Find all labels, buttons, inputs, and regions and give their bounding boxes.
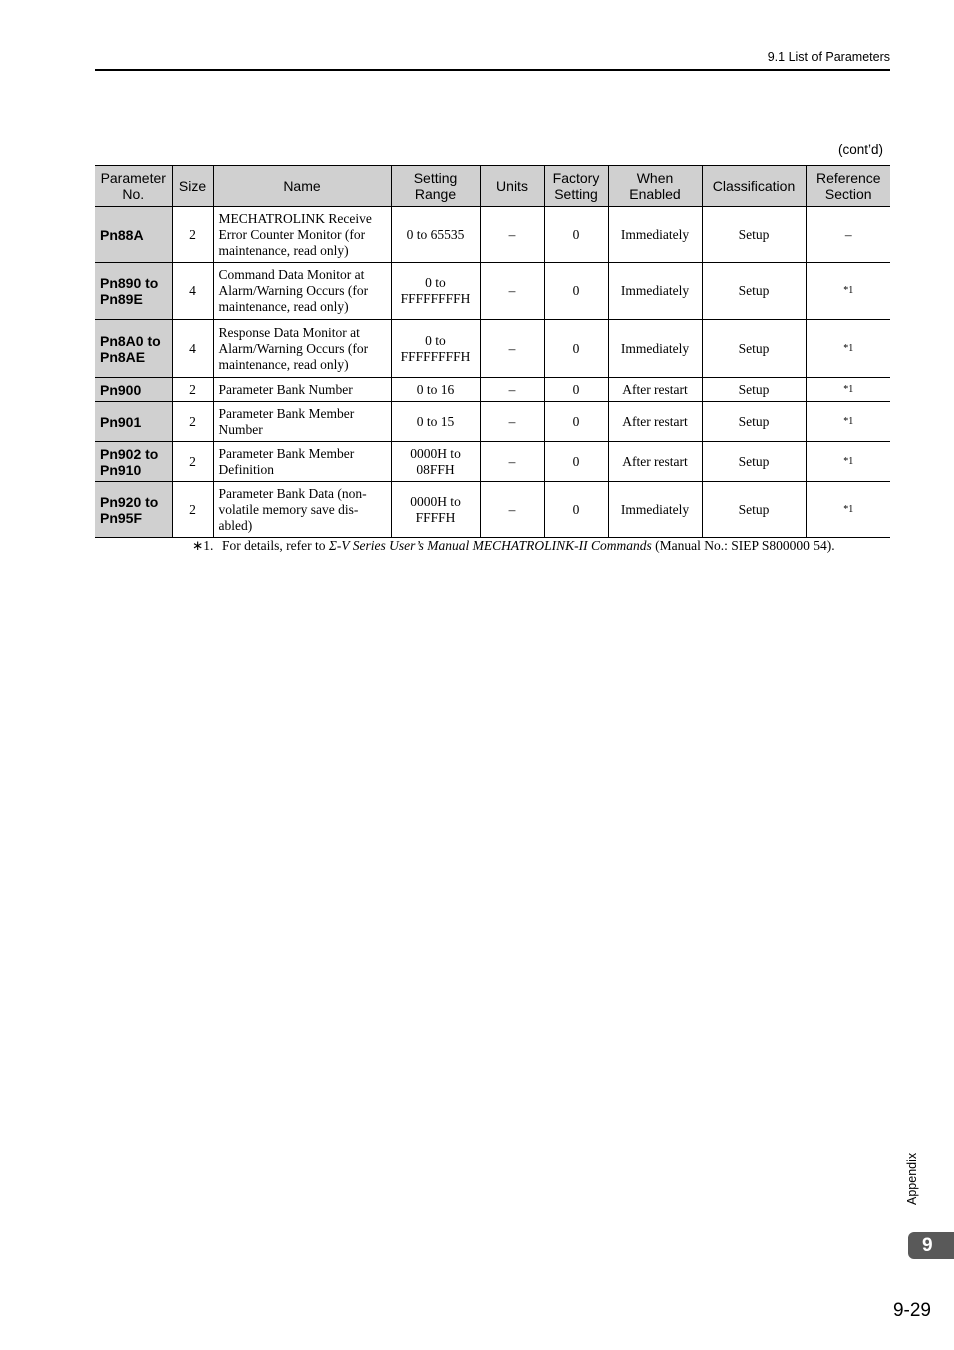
- column-header: Classification: [702, 166, 806, 207]
- classification-cell: Setup: [702, 402, 806, 442]
- size-cell: 2: [172, 207, 213, 263]
- classification-cell: Setup: [702, 263, 806, 320]
- reference-cell: *1: [806, 402, 890, 442]
- factory-setting-cell: 0: [544, 378, 608, 402]
- table-row: [95, 320, 890, 378]
- reference-cell: –: [806, 207, 890, 263]
- size-cell: 4: [172, 320, 213, 378]
- when-enabled-cell: Immediately: [608, 482, 702, 538]
- name-cell: Parameter Bank Member Number: [213, 402, 391, 442]
- parameter-table: [95, 165, 890, 538]
- factory-setting-cell: 0: [544, 402, 608, 442]
- parameter-no: Pn890 to Pn89E: [95, 263, 172, 320]
- units-cell: –: [480, 207, 544, 263]
- size-cell: 4: [172, 263, 213, 320]
- manual-title: Σ-V Series User’s Manual MECHATROLINK-II Commands: [328, 538, 652, 553]
- factory-setting-cell: 0: [544, 263, 608, 320]
- when-enabled-cell: Immediately: [608, 263, 702, 320]
- units-cell: –: [480, 320, 544, 378]
- column-header: When Enabled: [608, 166, 702, 207]
- header-rule: [95, 69, 890, 71]
- table-row: [95, 482, 890, 538]
- setting-range-cell: 0 to 65535: [391, 207, 480, 263]
- name-cell: Command Data Monitor at Alarm/Warning Occurs (for maintenance, read only): [213, 263, 391, 320]
- setting-range-cell: 0000H to 08FFH: [391, 442, 480, 482]
- footnote-mark: ∗1.: [192, 538, 214, 553]
- units-cell: –: [480, 263, 544, 320]
- when-enabled-cell: Immediately: [608, 207, 702, 263]
- reference-cell: *1: [806, 482, 890, 538]
- reference-cell: *1: [806, 263, 890, 320]
- classification-cell: Setup: [702, 207, 806, 263]
- table-row: [95, 402, 890, 442]
- page-number: 9-29: [892, 1300, 931, 1321]
- setting-range-cell: 0 to FFFFFFFFH: [391, 320, 480, 378]
- parameter-no: Pn8A0 to Pn8AE: [95, 320, 172, 378]
- continued-label: (cont’d): [837, 142, 883, 157]
- when-enabled-cell: After restart: [608, 442, 702, 482]
- table-row: [95, 378, 890, 402]
- classification-cell: Setup: [702, 378, 806, 402]
- units-cell: –: [480, 482, 544, 538]
- table-row: [95, 207, 890, 263]
- reference-cell: *1: [806, 378, 890, 402]
- factory-setting-cell: 0: [544, 442, 608, 482]
- footnote-prefix: For details, refer to: [222, 538, 329, 553]
- units-cell: –: [480, 402, 544, 442]
- appendix-label-text: Appendix: [905, 1152, 919, 1205]
- classification-cell: Setup: [702, 482, 806, 538]
- setting-range-cell: 0 to 16: [391, 378, 480, 402]
- size-cell: 2: [172, 378, 213, 402]
- table-row: [95, 263, 890, 320]
- name-cell: MECHATROLINK Receive Error Counter Monitor (for maintenance, read only): [213, 207, 391, 263]
- footnote-suffix: (Manual No.: SIEP S800000 54).: [651, 538, 835, 553]
- column-header: Size: [172, 166, 213, 207]
- units-cell: –: [480, 442, 544, 482]
- size-cell: 2: [172, 402, 213, 442]
- when-enabled-cell: After restart: [608, 402, 702, 442]
- setting-range-cell: 0 to 15: [391, 402, 480, 442]
- when-enabled-cell: Immediately: [608, 320, 702, 378]
- reference-cell: *1: [806, 320, 890, 378]
- column-header: Name: [213, 166, 391, 207]
- footnote: [192, 538, 892, 554]
- table-row: [95, 442, 890, 482]
- factory-setting-cell: 0: [544, 482, 608, 538]
- when-enabled-cell: After restart: [608, 378, 702, 402]
- chapter-tab: 9: [908, 1232, 954, 1259]
- factory-setting-cell: 0: [544, 207, 608, 263]
- column-header: Reference Section: [806, 166, 890, 207]
- column-header: Parameter No.: [95, 166, 172, 207]
- name-cell: Parameter Bank Data (non-volatile memory save dis-abled): [213, 482, 391, 538]
- table-header-row: [95, 166, 890, 207]
- setting-range-cell: 0 to FFFFFFFFH: [391, 263, 480, 320]
- column-header: Setting Range: [391, 166, 480, 207]
- running-header: 9.1 List of Parameters: [767, 50, 890, 64]
- parameter-no: Pn902 to Pn910: [95, 442, 172, 482]
- parameter-no: Pn901: [95, 402, 172, 442]
- units-cell: –: [480, 378, 544, 402]
- name-cell: Parameter Bank Member Definition: [213, 442, 391, 482]
- parameter-no: Pn920 to Pn95F: [95, 482, 172, 538]
- name-cell: Response Data Monitor at Alarm/Warning Occurs (for maintenance, read only): [213, 320, 391, 378]
- parameter-no: Pn900: [95, 378, 172, 402]
- setting-range-cell: 0000H to FFFFH: [391, 482, 480, 538]
- column-header: Factory Setting: [544, 166, 608, 207]
- size-cell: 2: [172, 442, 213, 482]
- parameter-no: Pn88A: [95, 207, 172, 263]
- column-header: Units: [480, 166, 544, 207]
- reference-cell: *1: [806, 442, 890, 482]
- factory-setting-cell: 0: [544, 320, 608, 378]
- classification-cell: Setup: [702, 320, 806, 378]
- classification-cell: Setup: [702, 442, 806, 482]
- size-cell: 2: [172, 482, 213, 538]
- name-cell: Parameter Bank Number: [213, 378, 391, 402]
